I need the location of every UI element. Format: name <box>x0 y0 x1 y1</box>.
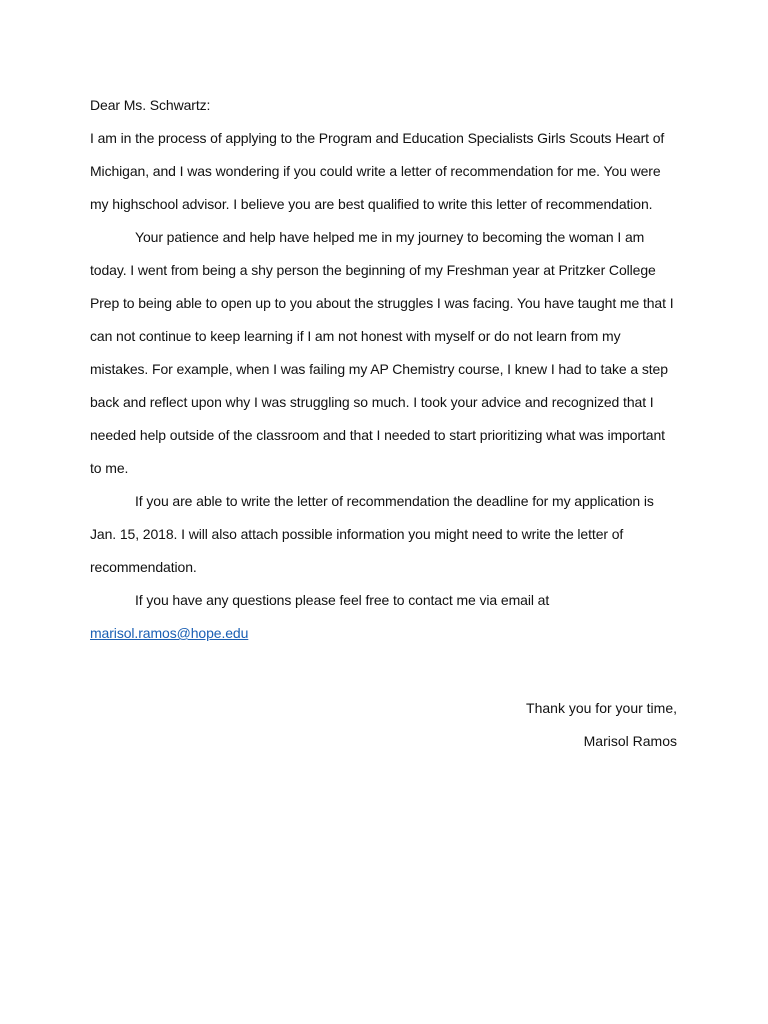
paragraph-2-line: needed help outside of the classroom and that I needed to start prioritizing what was important <box>90 427 665 443</box>
paragraph-2-line: to me. <box>90 460 129 476</box>
paragraph-2-line: mistakes. For example, when I was failing my AP Chemistry course, I knew I had to take a step <box>90 361 668 377</box>
letter-closing <box>526 692 677 758</box>
email-link[interactable]: marisol.ramos@hope.edu <box>90 625 249 641</box>
closing-phrase: Thank you for your time, <box>526 700 677 716</box>
letter-body <box>90 89 680 650</box>
paragraph-2-line: Your patience and help have helped me in my journey to becoming the woman I am <box>135 229 645 245</box>
salutation: Dear Ms. Schwartz: <box>90 97 211 113</box>
paragraph-2-line: today. I went from being a shy person the beginning of my Freshman year at Pritzker College <box>90 262 656 278</box>
paragraph-1-line: my highschool advisor. I believe you are best qualified to write this letter of recommendation. <box>90 196 653 212</box>
paragraph-1-line: Michigan, and I was wondering if you could write a letter of recommendation for me. You were <box>90 163 661 179</box>
paragraph-3-line: If you are able to write the letter of recommendation the deadline for my application is <box>135 493 654 509</box>
paragraph-2-line: back and reflect upon why I was struggling so much. I took your advice and recognized that I <box>90 394 654 410</box>
paragraph-3-line: Jan. 15, 2018. I will also attach possible information you might need to write the letter of <box>90 526 624 542</box>
paragraph-2-line: can not continue to keep learning if I am not honest with myself or do not learn from my <box>90 328 621 344</box>
email-line <box>90 617 680 650</box>
signature-name: Marisol Ramos <box>583 733 677 749</box>
paragraph-2-line: Prep to being able to open up to you about the struggles I was facing. You have taught me that I <box>90 295 674 311</box>
paragraph-1-line: I am in the process of applying to the Program and Education Specialists Girls Scouts Heart of <box>90 130 665 146</box>
paragraph-3-line: recommendation. <box>90 559 197 575</box>
paragraph-4-line: If you have any questions please feel free to contact me via email at <box>135 592 550 608</box>
